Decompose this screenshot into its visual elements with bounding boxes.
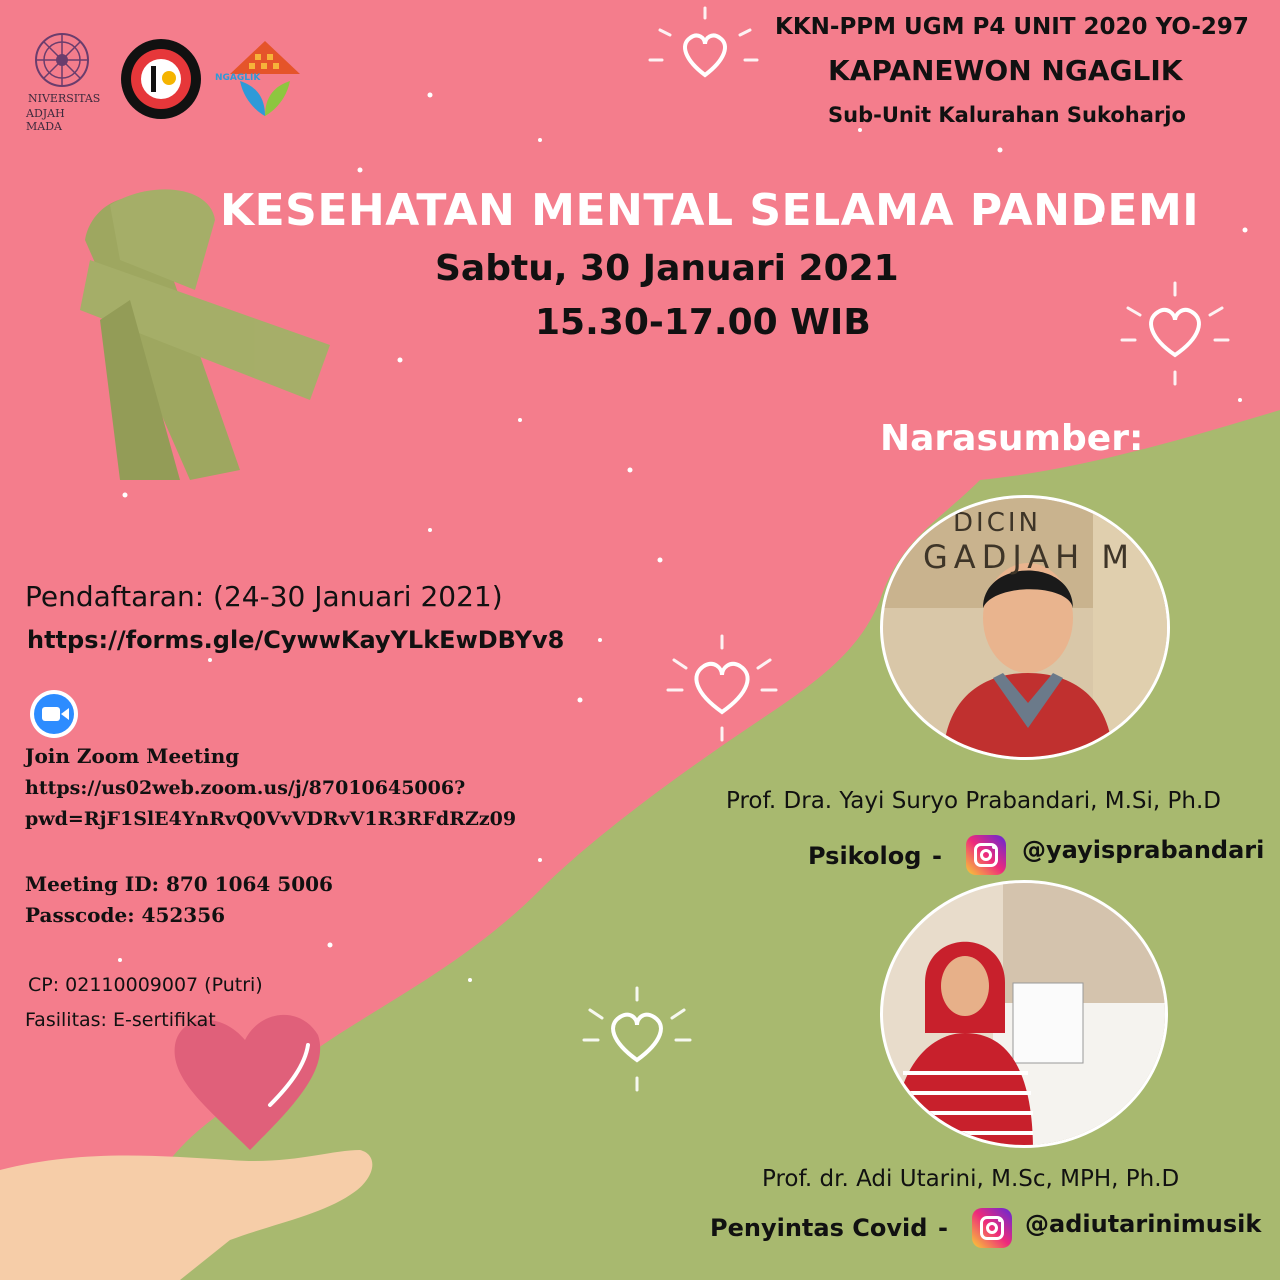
ugm-emblem-icon <box>22 30 102 90</box>
zoom-heading: Join Zoom Meeting <box>25 744 240 768</box>
kkn-emblem-icon <box>120 38 202 120</box>
zoom-meeting-id: Meeting ID: 870 1064 5006 <box>25 872 333 896</box>
instagram-icon <box>972 1208 1012 1248</box>
registration-label: Pendaftaran: (24-30 Januari 2021) <box>25 580 503 613</box>
speaker-1-instagram[interactable]: @yayisprabandari <box>1022 836 1265 864</box>
speaker-1-photo <box>880 495 1170 760</box>
speaker-1-name: Prof. Dra. Yayi Suryo Prabandari, M.Si, Ph.D <box>726 788 1222 814</box>
kkn-ppm-logo <box>120 38 202 120</box>
zoom-icon <box>30 690 78 738</box>
ugm-logo <box>22 30 102 133</box>
heart-outline-right <box>1151 310 1199 355</box>
registration-link[interactable]: https://forms.gle/CywwKayYLkEwDBYv8 <box>27 626 565 654</box>
speaker-2-role: Penyintas Covid <box>710 1214 928 1242</box>
speaker-1-photo-bg-text-2: GADJAH M <box>923 538 1135 576</box>
instagram-icon <box>966 835 1006 875</box>
header-line-1: KKN-PPM UGM P4 UNIT 2020 YO-297 <box>775 14 1249 40</box>
ugm-text-2: ADJAH MADA <box>26 107 65 133</box>
zoom-link-line-1[interactable]: https://us02web.zoom.us/j/87010645006? <box>25 777 466 799</box>
speaker-1-photo-bg-text-1: DICIN <box>953 508 1041 538</box>
speaker-2-portrait <box>883 883 1168 1148</box>
speaker-2-instagram[interactable]: @adiutarinimusik <box>1025 1210 1262 1238</box>
speaker-2-photo <box>880 880 1168 1148</box>
speaker-2-separator: - <box>938 1214 948 1242</box>
header-line-2: KAPANEWON NGAGLIK <box>828 54 1183 87</box>
facility-info: Fasilitas: E-sertifikat <box>25 1009 216 1031</box>
heart-outline-top <box>685 36 725 75</box>
speaker-2-name: Prof. dr. Adi Utarini, M.Sc, MPH, Ph.D <box>762 1166 1180 1192</box>
speaker-1-role: Psikolog <box>808 842 922 870</box>
ngaglik-text: NGAGLIK <box>215 73 261 83</box>
event-time: 15.30-17.00 WIB <box>535 302 871 343</box>
event-title: KESEHATAN MENTAL SELAMA PANDEMI <box>220 185 1200 236</box>
contact-person: CP: 02110009007 (Putri) <box>28 974 263 996</box>
ngaglik-logo <box>215 36 310 121</box>
heart-outline-middle <box>696 664 747 712</box>
ugm-text-1: NIVERSITAS <box>28 92 101 105</box>
speaker-1-separator: - <box>932 842 942 870</box>
zoom-passcode: Passcode: 452356 <box>25 903 226 927</box>
event-date: Sabtu, 30 Januari 2021 <box>435 248 899 289</box>
zoom-link-line-2[interactable]: pwd=RjF1SlE4YnRvQ0VvVDRvV1R3RFdRZz09 <box>25 808 517 830</box>
speakers-heading: Narasumber: <box>880 418 1144 459</box>
header-line-3: Sub-Unit Kalurahan Sukoharjo <box>828 103 1186 127</box>
